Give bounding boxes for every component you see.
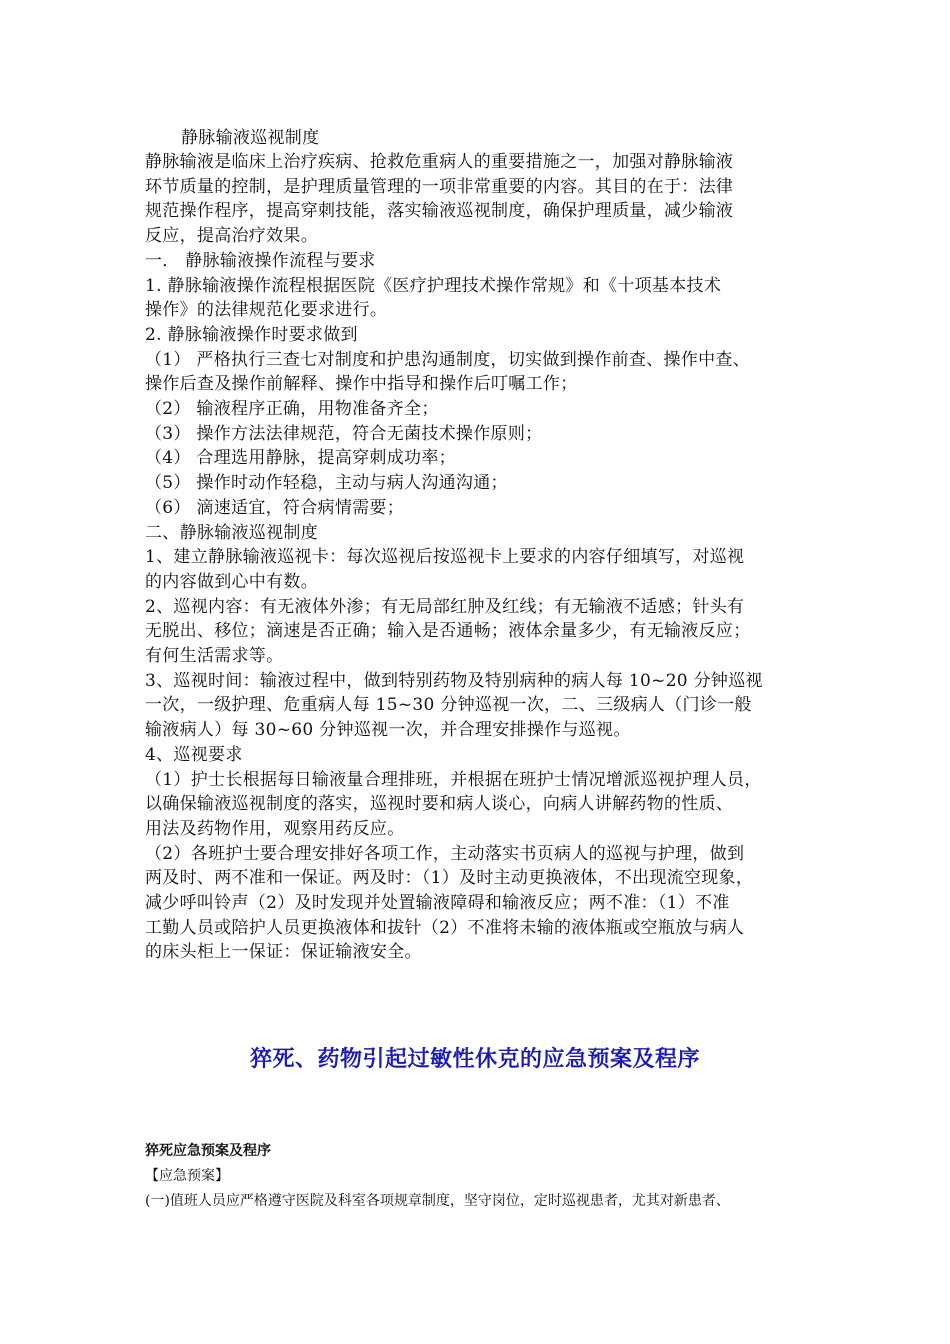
paragraph-line: 减少呼叫铃声（2）及时发现并处置输液障碍和输液反应；两不准：（1）不准 (145, 893, 730, 913)
paragraph-line: 二、静脉输液巡视制度 (145, 522, 318, 543)
plan-first-line: (一)值班人员应严格遵守医院及科室各项规章制度，坚守岗位，定时巡视患者，尤其对新患者、 (145, 1193, 730, 1209)
paragraph-line: 一． 静脉输液操作流程与要求 (145, 250, 376, 271)
paragraph-line: （2）各班护士要合理安排好各项工作，主动落实书页病人的巡视与护理，做到 (145, 843, 745, 864)
paragraph-line: 一次，一级护理、危重病人每 15~30 分钟巡视一次，二、三级病人（门诊一般 (145, 695, 752, 716)
paragraph-line: 用法及药物作用，观察用药反应。 (145, 818, 405, 839)
paragraph-line: （5） 操作时动作轻稳，主动与病人沟通沟通； (145, 473, 508, 494)
paragraph-line: 环节质量的控制，是护理质量管理的一项非常重要的内容。其目的在于：法律 (145, 176, 734, 197)
paragraph-line: 反应，提高治疗效果。 (145, 226, 318, 247)
paragraph-line: 工勤人员或陪护人员更换液体和拔针（2）不准将未输的液体瓶或空瓶放与病人 (145, 917, 745, 938)
plan-label: 【应急预案】 (145, 1168, 229, 1184)
paragraph-line: 规范操作程序，提高穿刺技能，落实输液巡视制度，确保护理质量，减少输液 (145, 201, 734, 222)
paragraph-line: 输液病人）每 30~60 分钟巡视一次，并合理安排操作与巡视。 (145, 720, 631, 741)
paragraph-line: 操作后查及操作前解释、操作中指导和操作后叮嘱工作； (145, 374, 578, 395)
paragraph-line: （4） 合理选用静脉，提高穿刺成功率； (145, 448, 456, 469)
paragraph-line: 1、建立静脉输液巡视卡：每次巡视后按巡视卡上要求的内容仔细填写，对巡视 (145, 547, 745, 568)
paragraph-line: （1）护士长根据每日输液量合理排班，并根据在班护士情况增派巡视护理人员， (145, 769, 762, 790)
paragraph-line: （2） 输液程序正确，用物准备齐全； (145, 399, 439, 419)
paragraph-line: 2、巡视内容：有无液体外渗；有无局部红肿及红线；有无输液不适感；针头有 (145, 596, 745, 617)
paragraph-line: 2. 静脉输液操作时要求做到 (145, 324, 358, 345)
paragraph-line: 1. 静脉输液操作流程根据医院《医疗护理技术操作常规》和《十项基本技术 (145, 275, 722, 296)
paragraph-line: 3、巡视时间：输液过程中，做到特别药物及特别病种的病人每 10~20 分钟巡视 (145, 670, 763, 691)
paragraph-line: 4、巡视要求 (145, 744, 243, 765)
paragraph-line: （1） 严格执行三查七对制度和护患沟通制度，切实做到操作前查、操作中查、 (145, 349, 751, 370)
paragraph-line: 两及时、两不准和一保证。两及时：（1）及时主动更换液体，不出现流空现象， (145, 868, 754, 889)
section-title: 静脉输液巡视制度 (181, 128, 320, 148)
emergency-plan-heading: 猝死、药物引起过敏性休克的应急预案及程序 (249, 1046, 700, 1072)
paragraph-line: 的内容做到心中有数。 (145, 571, 318, 592)
paragraph-line: 静脉输液是临床上治疗疾病、抢救危重病人的重要措施之一，加强对静脉输液 (145, 152, 734, 172)
paragraph-line: 无脱出、移位；滴速是否正确；输入是否通畅；液体余量多少，有无输液反应； (145, 621, 751, 642)
paragraph-line: 有何生活需求等。 (145, 646, 284, 666)
paragraph-line: 操作》的法律规范化要求进行。 (145, 300, 388, 321)
paragraph-line: （6） 滴速适宜，符合病情需要； (145, 497, 405, 518)
paragraph-line: 的床头柜上一保证：保证输液安全。 (145, 942, 422, 963)
subsection-title: 猝死应急预案及程序 (145, 1143, 271, 1159)
paragraph-line: （3） 操作方法法律规范，符合无菌技术操作原则； (145, 423, 543, 444)
paragraph-line: 以确保输液巡视制度的落实，巡视时要和病人谈心，向病人讲解药物的性质、 (145, 794, 734, 815)
